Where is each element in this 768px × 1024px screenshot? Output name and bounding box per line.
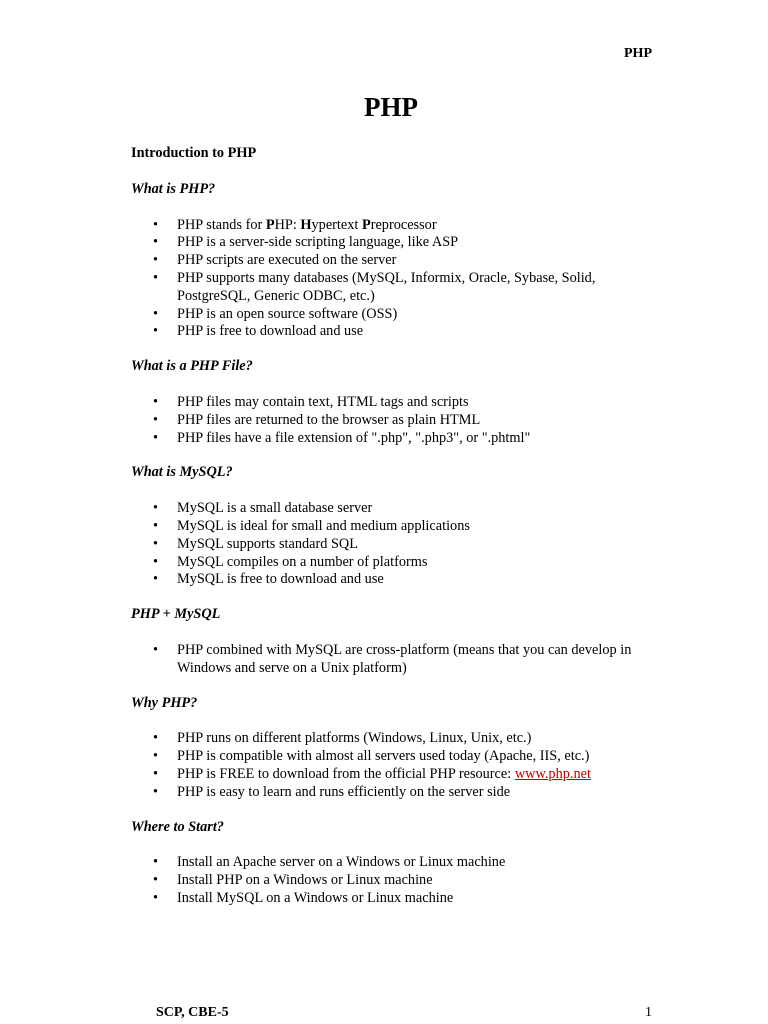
list-item <box>131 642 651 678</box>
list-item <box>131 394 651 412</box>
item-text: Install an Apache server on a Windows or Linux machine <box>177 854 506 871</box>
acronym-letter: H <box>300 216 312 233</box>
list-item <box>131 872 651 890</box>
list-item <box>131 234 651 252</box>
item-text: PHP is an open source software (OSS) <box>177 305 398 322</box>
footer-label: SCP, CBE-5 <box>156 1005 229 1020</box>
acronym-letter: P <box>361 216 371 233</box>
list-item <box>131 217 651 235</box>
item-text: PHP runs on different platforms (Windows, Linux, Unix, etc.) <box>177 730 532 747</box>
section-heading: What is MySQL? <box>131 464 233 481</box>
item-text: PHP is compatible with almost all servers used today (Apache, IIS, etc.) <box>177 748 590 765</box>
item-text: MySQL compiles on a number of platforms <box>177 553 428 570</box>
item-text: PHP files are returned to the browser as plain HTML <box>177 411 481 428</box>
document-body <box>131 145 651 925</box>
bullet-list <box>131 500 651 589</box>
list-item <box>131 323 651 341</box>
item-text: PHP scripts are executed on the server <box>177 252 397 269</box>
item-text: PHP files may contain text, HTML tags and scripts <box>177 393 469 410</box>
item-text: Install MySQL on a Windows or Linux machine <box>177 889 454 906</box>
list-item <box>131 306 651 324</box>
section-heading: What is a PHP File? <box>131 358 253 375</box>
bullet-list <box>131 730 651 801</box>
item-text: MySQL is a small database server <box>177 500 373 517</box>
list-item <box>131 430 651 448</box>
bullet-list <box>131 217 651 342</box>
page-title: PHP <box>364 92 418 122</box>
acronym-letter: P <box>265 216 275 233</box>
item-text: PHP files have a file extension of ".php", ".php3", or ".phtml" <box>177 429 531 446</box>
item-text: PHP stands for <box>177 216 266 233</box>
bullet-list <box>131 394 651 447</box>
intro-heading: Introduction to PHP <box>131 145 257 161</box>
item-text: ypertext <box>311 216 362 233</box>
sections-container <box>131 181 651 908</box>
section-heading: What is PHP? <box>131 180 216 197</box>
item-text: MySQL supports standard SQL <box>177 535 358 552</box>
list-item <box>131 890 651 908</box>
item-text: PHP is FREE to download from the official PHP resource: <box>177 765 515 782</box>
php-website-link[interactable]: www.php.net <box>514 765 591 782</box>
item-text: PHP is free to download and use <box>177 323 364 340</box>
list-item <box>131 730 651 748</box>
running-header: PHP <box>624 46 652 61</box>
list-item <box>131 554 651 572</box>
item-text: MySQL is free to download and use <box>177 571 384 588</box>
page-number: 1 <box>645 1005 652 1020</box>
list-item <box>131 536 651 554</box>
list-item <box>131 252 651 270</box>
item-text: PHP supports many databases (MySQL, Informix, Oracle, Sybase, Solid, PostgreSQL, Generic ODBC, etc.) <box>177 269 596 304</box>
item-text: PHP is easy to learn and runs efficiently on the server side <box>177 783 511 800</box>
list-item <box>131 270 651 306</box>
list-item <box>131 766 651 784</box>
item-text: PHP combined with MySQL are cross-platform (means that you can develop in Windows and serve on a Unix platform) <box>177 641 632 676</box>
item-text: reprocessor <box>370 216 437 233</box>
list-item <box>131 500 651 518</box>
bullet-list <box>131 854 651 907</box>
list-item <box>131 571 651 589</box>
item-text: Install PHP on a Windows or Linux machine <box>177 872 433 889</box>
list-item <box>131 854 651 872</box>
item-text: MySQL is ideal for small and medium applications <box>177 517 470 534</box>
list-item <box>131 784 651 802</box>
list-item <box>131 748 651 766</box>
list-item <box>131 518 651 536</box>
section-heading: Why PHP? <box>131 694 198 711</box>
bullet-list <box>131 642 651 678</box>
section-heading: PHP + MySQL <box>131 606 221 623</box>
section-heading: Where to Start? <box>131 818 224 835</box>
item-text: PHP is a server-side scripting language, like ASP <box>177 234 459 251</box>
item-text: HP: <box>274 216 301 233</box>
list-item <box>131 412 651 430</box>
